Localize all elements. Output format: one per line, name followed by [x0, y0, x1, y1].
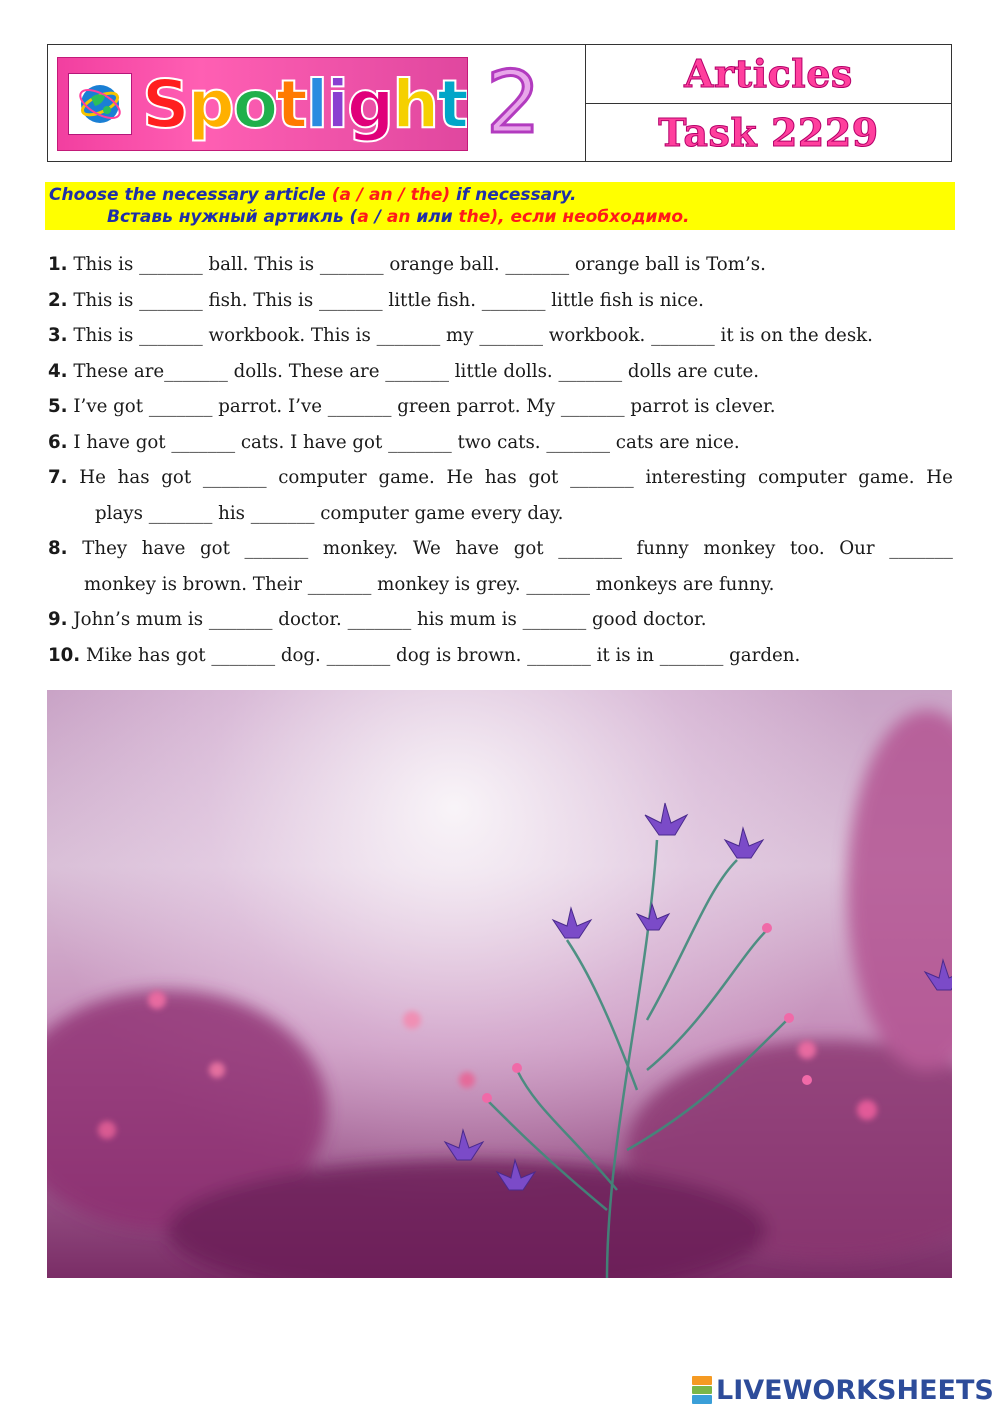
- flower-illustration: [47, 690, 952, 1278]
- word: got: [528, 467, 559, 488]
- header-logo-cell: [48, 45, 586, 161]
- word: They: [82, 538, 128, 559]
- word: funny: [636, 538, 689, 559]
- word: Our: [839, 538, 875, 559]
- word: He: [926, 467, 953, 488]
- answer-blank[interactable]: _______: [889, 538, 953, 559]
- task-number: Task 2229: [658, 109, 879, 155]
- word: monkey.: [322, 538, 399, 559]
- instruction-en: Choose the necessary article (a / an / the) if necessary.: [49, 185, 577, 205]
- liveworksheets-text: LIVEWORKSHEETS: [716, 1374, 994, 1406]
- word: He: [446, 467, 474, 488]
- word: have: [455, 538, 500, 559]
- word: have: [141, 538, 186, 559]
- logo-word: [142, 58, 467, 151]
- exercise-9[interactable]: 9. John’s mum is _______ doctor. _______ his mum is _______ good doctor.: [48, 609, 707, 630]
- exercise-8-continued[interactable]: monkey is brown. Their _______ monkey is grey. _______ monkeys are funny.: [84, 573, 775, 595]
- word: game.: [378, 467, 435, 488]
- word: computer: [758, 467, 847, 488]
- exercise-5[interactable]: 5. I’ve got _______ parrot. I’ve _______ green parrot. My _______ parrot is clever.: [48, 396, 776, 417]
- word: has: [117, 467, 150, 488]
- logo-letter: i: [326, 66, 347, 143]
- logo-letter: g: [346, 66, 393, 143]
- header-table: [47, 44, 952, 162]
- answer-blank[interactable]: _______: [244, 538, 309, 559]
- instructions-box: [45, 182, 955, 230]
- instruction-ru: Вставь нужный артикль (a / an или the), если необходимо.: [107, 207, 690, 227]
- worksheet-title: Articles: [586, 45, 951, 104]
- word: got: [513, 538, 544, 559]
- exercise-7[interactable]: 7. He has got _______ computer game. He has got _______ interesting computer game. He: [48, 460, 953, 496]
- answer-blank[interactable]: _______: [570, 467, 634, 488]
- word: too.: [789, 538, 825, 559]
- word: computer: [278, 467, 367, 488]
- logo-letter: p: [187, 66, 233, 143]
- exercise-6[interactable]: 6. I have got _______ cats. I have got _______ two cats. _______ cats are nice.: [48, 431, 740, 453]
- word: interesting: [645, 467, 747, 488]
- logo-letter: t: [437, 66, 467, 143]
- exercise-8[interactable]: 8. They have got _______ monkey. We have got _______ funny monkey too. Our _______: [48, 531, 953, 567]
- word: game.: [858, 467, 915, 488]
- answer-blank[interactable]: _______: [202, 467, 267, 488]
- logo-letter: t: [276, 66, 306, 143]
- word: monkey: [703, 538, 776, 559]
- liveworksheets-logo-icon: [692, 1376, 712, 1404]
- answer-blank[interactable]: _______: [558, 538, 622, 559]
- word: has: [484, 467, 517, 488]
- liveworksheets-brand[interactable]: [692, 1372, 994, 1408]
- exercise-4[interactable]: 4. These are_______ dolls. These are _______ little dolls. _______ dolls are cute.: [48, 360, 760, 382]
- word: He: [79, 467, 106, 488]
- exercise-1[interactable]: 1. This is _______ ball. This is _______ orange ball. _______ orange ball is Tom’s.: [48, 254, 766, 275]
- logo-number: 2: [486, 53, 541, 153]
- exercise-list: [48, 247, 953, 673]
- word: got: [161, 467, 192, 488]
- logo-letter: o: [232, 66, 277, 143]
- exercise-10[interactable]: 10. Mike has got _______ dog. _______ dog is brown. _______ it is in _______ garden.: [48, 644, 801, 666]
- header-title-cell: [586, 45, 951, 161]
- globe-icon: [68, 73, 132, 135]
- exercise-7-continued[interactable]: plays _______ his _______ computer game every day.: [95, 502, 564, 524]
- word: got: [200, 538, 230, 559]
- logo-letter: S: [142, 66, 188, 143]
- logo-letter: l: [305, 66, 327, 143]
- flower-photo: [47, 690, 952, 1278]
- word: We: [412, 538, 441, 559]
- exercise-3[interactable]: 3. This is _______ workbook. This is _______ my _______ workbook. _______ it is on the desk.: [48, 325, 873, 346]
- logo-letter: h: [392, 66, 438, 143]
- exercise-2[interactable]: 2. This is _______ fish. This is _______ little fish. _______ little fish is nice.: [48, 289, 704, 311]
- spotlight-logo: [57, 57, 468, 151]
